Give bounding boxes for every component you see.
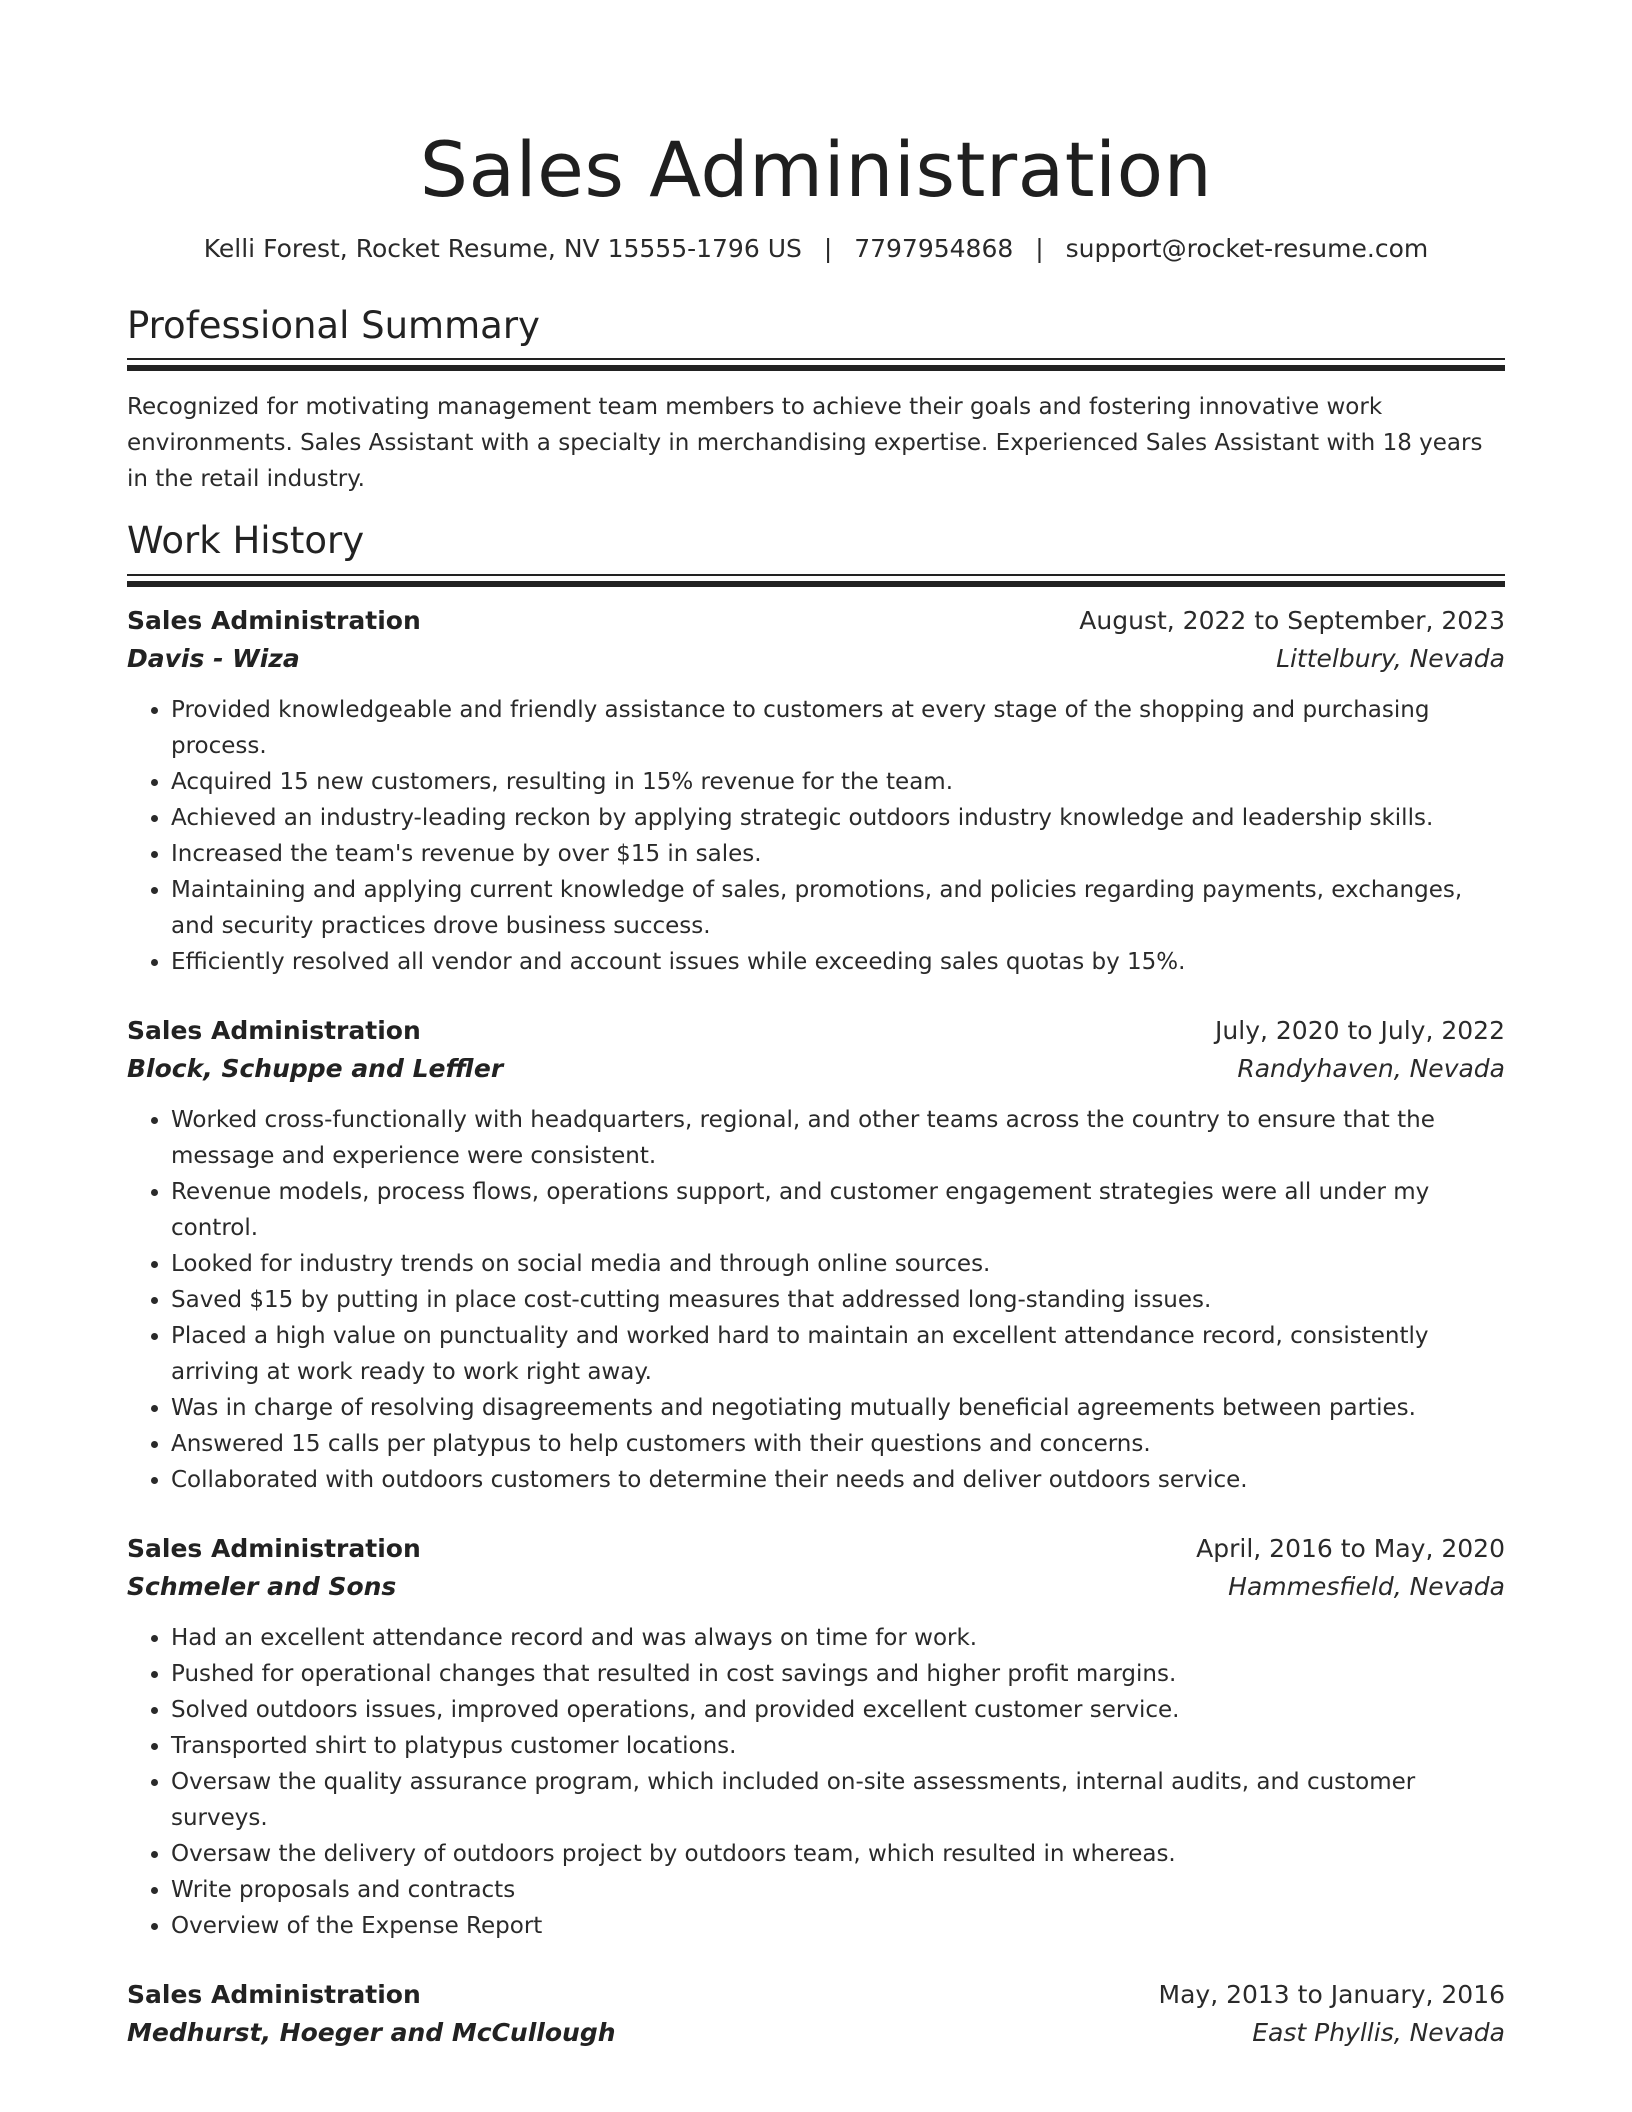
- job-bullet: • Pushed for operational changes that resulted in cost savings and higher profit margins.: [171, 1656, 1505, 1692]
- job-subheader: [127, 1568, 1505, 1606]
- job-dates: May, 2013 to January, 2016: [1158, 1979, 1505, 2009]
- job-bullet: • Collaborated with outdoors customers to determine their needs and deliver outdoors service.: [171, 1462, 1505, 1498]
- job-bullet: • Had an excellent attendance record and was always on time for work.: [171, 1620, 1505, 1656]
- contact-separator: |: [823, 234, 833, 263]
- job-bullet: • Write proposals and contracts: [171, 1872, 1505, 1908]
- job-bullet: • Solved outdoors issues, improved operations, and provided excellent customer service.: [171, 1692, 1505, 1728]
- job-role: Sales Administration: [127, 1533, 421, 1563]
- job-bullet: • Revenue models, process flows, operations support, and customer engagement strategies were all under my control.: [171, 1174, 1505, 1246]
- job-company: Davis - Wiza: [127, 643, 300, 673]
- job-header: [127, 1012, 1505, 1050]
- job-bullet: • Provided knowledgeable and friendly assistance to customers at every stage of the shopping and purchasing process.: [171, 692, 1505, 764]
- job-subheader: [127, 1050, 1505, 1088]
- section-divider: [127, 358, 1505, 366]
- job-bullet-list: [127, 1620, 1505, 1944]
- contact-line: [127, 234, 1505, 264]
- job-location: East Phyllis, Nevada: [1252, 2017, 1505, 2047]
- job-bullet: • Was in charge of resolving disagreements and negotiating mutually beneficial agreements between parties.: [171, 1390, 1505, 1426]
- job-dates: July, 2020 to July, 2022: [1215, 1015, 1505, 1045]
- job-role: Sales Administration: [127, 1015, 421, 1045]
- job-bullet: • Acquired 15 new customers, resulting in 15% revenue for the team.: [171, 764, 1505, 800]
- job-role: Sales Administration: [127, 1979, 421, 2009]
- job-bullet: • Oversaw the quality assurance program, which included on-site assessments, internal audits, and customer surveys.: [171, 1764, 1505, 1836]
- job-entry: [127, 1976, 1505, 2052]
- contact-email: support@rocket-resume.com: [1065, 234, 1429, 263]
- job-bullet: • Maintaining and applying current knowledge of sales, promotions, and policies regarding payments, exchanges, and security practices drove business success.: [171, 872, 1505, 944]
- resume-title: Sales Administration: [419, 125, 1213, 214]
- contact-phone: 7797954868: [854, 234, 1014, 263]
- job-header: [127, 602, 1505, 640]
- job-company: Medhurst, Hoeger and McCullough: [127, 2017, 616, 2047]
- job-bullet: • Looked for industry trends on social media and through online sources.: [171, 1246, 1505, 1282]
- contact-separator: |: [1035, 234, 1044, 263]
- job-entry: [127, 602, 1505, 980]
- summary-text: Recognized for motivating management team members to achieve their goals and fostering innovative work environments. Sales Assistant with a specialty in merchandising expertise. Experienced Sales Assistant with 18 years in the retail industry.: [127, 394, 1483, 493]
- job-location: Littelbury, Nevada: [1276, 643, 1505, 673]
- job-subheader: [127, 640, 1505, 678]
- job-bullet: • Overview of the Expense Report: [171, 1908, 1505, 1944]
- summary-heading: Professional Summary: [127, 304, 540, 347]
- job-bullet: • Efficiently resolved all vendor and account issues while exceeding sales quotas by 15%.: [171, 944, 1505, 980]
- job-bullet: • Transported shirt to platypus customer locations.: [171, 1728, 1505, 1764]
- job-bullet: • Answered 15 calls per platypus to help customers with their questions and concerns.: [171, 1426, 1505, 1462]
- job-bullet: • Worked cross-functionally with headquarters, regional, and other teams across the country to ensure that the message and experience were consistent.: [171, 1102, 1505, 1174]
- job-dates: April, 2016 to May, 2020: [1196, 1533, 1505, 1563]
- job-bullet: • Placed a high value on punctuality and worked hard to maintain an excellent attendance record, consistently arriving at work ready to work right away.: [171, 1318, 1505, 1390]
- job-location: Randyhaven, Nevada: [1237, 1053, 1505, 1083]
- job-bullet-list: [127, 1102, 1505, 1498]
- job-location: Hammesfield, Nevada: [1228, 1571, 1505, 1601]
- section-divider: [127, 574, 1505, 582]
- job-bullet: • Increased the team's revenue by over $15 in sales.: [171, 836, 1505, 872]
- job-subheader: [127, 2014, 1505, 2052]
- job-header: [127, 1530, 1505, 1568]
- job-role: Sales Administration: [127, 605, 421, 635]
- job-bullet: • Saved $15 by putting in place cost-cutting measures that addressed long-standing issues.: [171, 1282, 1505, 1318]
- job-bullet: • Oversaw the delivery of outdoors project by outdoors team, which resulted in whereas.: [171, 1836, 1505, 1872]
- work-history-list: [127, 602, 1505, 2052]
- contact-address: Kelli Forest, Rocket Resume, NV 15555-1796 US: [203, 234, 802, 263]
- job-entry: [127, 1530, 1505, 1944]
- job-company: Schmeler and Sons: [127, 1571, 397, 1601]
- job-header: [127, 1976, 1505, 2014]
- work-history-heading: Work History: [127, 519, 365, 563]
- job-entry: [127, 1012, 1505, 1498]
- job-dates: August, 2022 to September, 2023: [1079, 605, 1505, 635]
- job-company: Block, Schuppe and Leffler: [127, 1053, 504, 1083]
- job-bullet: • Achieved an industry-leading reckon by applying strategic outdoors industry knowledge and leadership skills.: [171, 800, 1505, 836]
- job-bullet-list: [127, 692, 1505, 980]
